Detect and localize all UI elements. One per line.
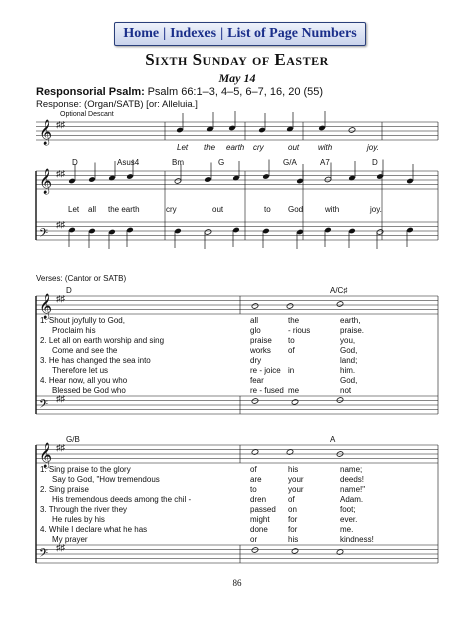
refrain-word: God	[288, 205, 304, 214]
verse-text: 1. Sing praise to the glory	[40, 465, 131, 474]
nav-page-list-link[interactable]: List of Page Numbers	[227, 26, 357, 41]
verse-syllable: God,	[340, 346, 358, 355]
verse-syllable: re - joice	[250, 366, 281, 375]
verse-syllable: Adam.	[340, 495, 364, 504]
verse-syllable: not	[340, 386, 352, 395]
verse-syllable: ever.	[340, 515, 358, 524]
chord-symbol: A7	[320, 158, 330, 167]
descant-word: with	[318, 143, 333, 152]
refrain-word: out	[212, 205, 224, 214]
verse-syllable: earth,	[340, 316, 361, 325]
verse-syllable: re - fused	[250, 386, 284, 395]
descant-word: earth	[226, 143, 245, 152]
refrain-word: with	[325, 205, 340, 214]
refrain-word: Let	[68, 205, 80, 214]
verse-text: 4. While I declare what he has	[40, 525, 148, 534]
verse-syllable: all	[250, 316, 259, 325]
verse-syllable: might	[250, 515, 270, 524]
descant-word: the	[204, 143, 216, 152]
verse-syllable: foot;	[340, 505, 356, 514]
verse-text: 3. He has changed the sea into	[40, 356, 151, 365]
verse-text: 2. Sing praise	[40, 485, 89, 494]
refrain-word: to	[264, 205, 271, 214]
svg-text:♯♯: ♯♯	[56, 119, 65, 130]
verse-text: Come and see the	[52, 346, 118, 355]
page-number: 86	[232, 578, 242, 588]
chord-symbol: G	[218, 158, 225, 167]
verse-syllable: me	[288, 386, 300, 395]
verse-syllable: praise	[250, 336, 272, 345]
verse-syllable: the	[288, 316, 300, 325]
descant-word: Let	[177, 143, 189, 152]
chord-symbol: D	[72, 158, 78, 167]
svg-text:𝄢: 𝄢	[39, 547, 49, 563]
svg-text:𝄞: 𝄞	[39, 120, 53, 145]
verse-syllable: name!"	[340, 485, 366, 494]
verse-text: Say to God, "How tremendous	[52, 475, 160, 484]
verse-text: 2. Let all on earth worship and sing	[40, 336, 165, 345]
svg-text:𝄞: 𝄞	[39, 443, 53, 468]
chord-symbol: D	[372, 158, 378, 167]
verse-syllable: kindness!	[340, 535, 374, 544]
chord-symbol: A	[330, 435, 336, 444]
chord-symbol: G/B	[66, 435, 80, 444]
refrain-word: all	[88, 205, 97, 214]
chord-symbol: G/A	[283, 158, 297, 167]
verse-text: He rules by his	[52, 515, 105, 524]
verse-syllable: to	[250, 485, 257, 494]
refrain-word: the earth	[108, 205, 140, 214]
verse-syllable: dry	[250, 356, 262, 365]
verse-syllable: of	[250, 465, 257, 474]
verse-syllable: him.	[340, 366, 356, 375]
verse-text: Therefore let us	[52, 366, 109, 375]
verse-syllable: to	[288, 336, 295, 345]
psalm-label: Responsorial Psalm:	[36, 86, 145, 98]
verses-label: Verses: (Cantor or SATB)	[36, 274, 127, 283]
verse-syllable: praise.	[340, 326, 365, 335]
verse-syllable: fear	[250, 376, 264, 385]
nav-indexes-link[interactable]: Indexes	[170, 26, 217, 41]
verse-syllable: glo	[250, 326, 261, 335]
verse-syllable: of	[288, 495, 295, 504]
verse-syllable: land;	[340, 356, 358, 365]
nav-home-link[interactable]: Home	[123, 26, 160, 41]
verse-text: My prayer	[52, 535, 88, 544]
svg-text:♯♯: ♯♯	[56, 542, 65, 553]
verse-syllable: done	[250, 525, 268, 534]
svg-text:𝄢: 𝄢	[39, 227, 49, 243]
verse-syllable: in	[288, 366, 295, 375]
verse-syllable: me.	[340, 525, 354, 534]
chord-symbol: Asus4	[117, 158, 140, 167]
refrain-word: joy.	[370, 205, 382, 214]
verse-syllable: on	[288, 505, 297, 514]
chord-symbol: Bm	[172, 158, 184, 167]
descant-word: cry	[253, 143, 264, 152]
verse-syllable: your	[288, 485, 304, 494]
verse-syllable: you,	[340, 336, 356, 345]
verse-syllable: for	[288, 515, 298, 524]
svg-text:𝄞: 𝄞	[39, 294, 53, 319]
verse-text: 4. Hear now, all you who	[40, 376, 128, 385]
verse-syllable: his	[288, 465, 299, 474]
verse-syllable: deeds!	[340, 475, 365, 484]
verse-syllable: for	[288, 525, 298, 534]
verse-syllable: or	[250, 535, 258, 544]
descant-word: out	[288, 143, 300, 152]
nav-separator: |	[163, 26, 167, 41]
verse-text: Blessed be God who	[52, 386, 126, 395]
response-line: Response: (Organ/SATB) [or: Alleluia.]	[36, 99, 198, 110]
verse-syllable: works	[250, 346, 271, 355]
svg-text:♯♯: ♯♯	[56, 442, 65, 453]
psalm-reference: Psalm 66:1–3, 4–5, 6–7, 16, 20 (55)	[147, 86, 324, 98]
svg-text:𝄢: 𝄢	[39, 398, 49, 414]
chord-symbol: A/C♯	[330, 286, 348, 295]
page-date: May 14	[218, 71, 256, 85]
verse-text: Proclaim his	[52, 326, 96, 335]
verse-syllable: - rious	[288, 326, 311, 335]
verse-syllable: God,	[340, 376, 358, 385]
verse-syllable: passed	[250, 505, 276, 514]
svg-text:♯♯: ♯♯	[56, 219, 65, 230]
chord-symbol: D	[66, 286, 72, 295]
svg-text:𝄞: 𝄞	[39, 169, 53, 194]
verse-syllable: of	[288, 346, 295, 355]
page-title: Sixth Sunday of Easter	[145, 50, 329, 69]
svg-text:♯♯: ♯♯	[56, 293, 65, 304]
verse-text: 1. Shout joyfully to God,	[40, 316, 125, 325]
verse-syllable: his	[288, 535, 299, 544]
nav-separator: |	[220, 26, 224, 41]
verse-syllable: name;	[340, 465, 363, 474]
svg-text:♯♯: ♯♯	[56, 168, 65, 179]
descant-label: Optional Descant	[60, 111, 114, 118]
verse-syllable: are	[250, 475, 262, 484]
verse-text: 3. Through the river they	[40, 505, 128, 514]
svg-text:♯♯: ♯♯	[56, 393, 65, 404]
descant-word: joy.	[367, 143, 379, 152]
verse-text: His tremendous deeds among the chil -	[52, 495, 192, 504]
verse-syllable: your	[288, 475, 304, 484]
refrain-word: cry	[166, 205, 177, 214]
verse-syllable: dren	[250, 495, 267, 504]
